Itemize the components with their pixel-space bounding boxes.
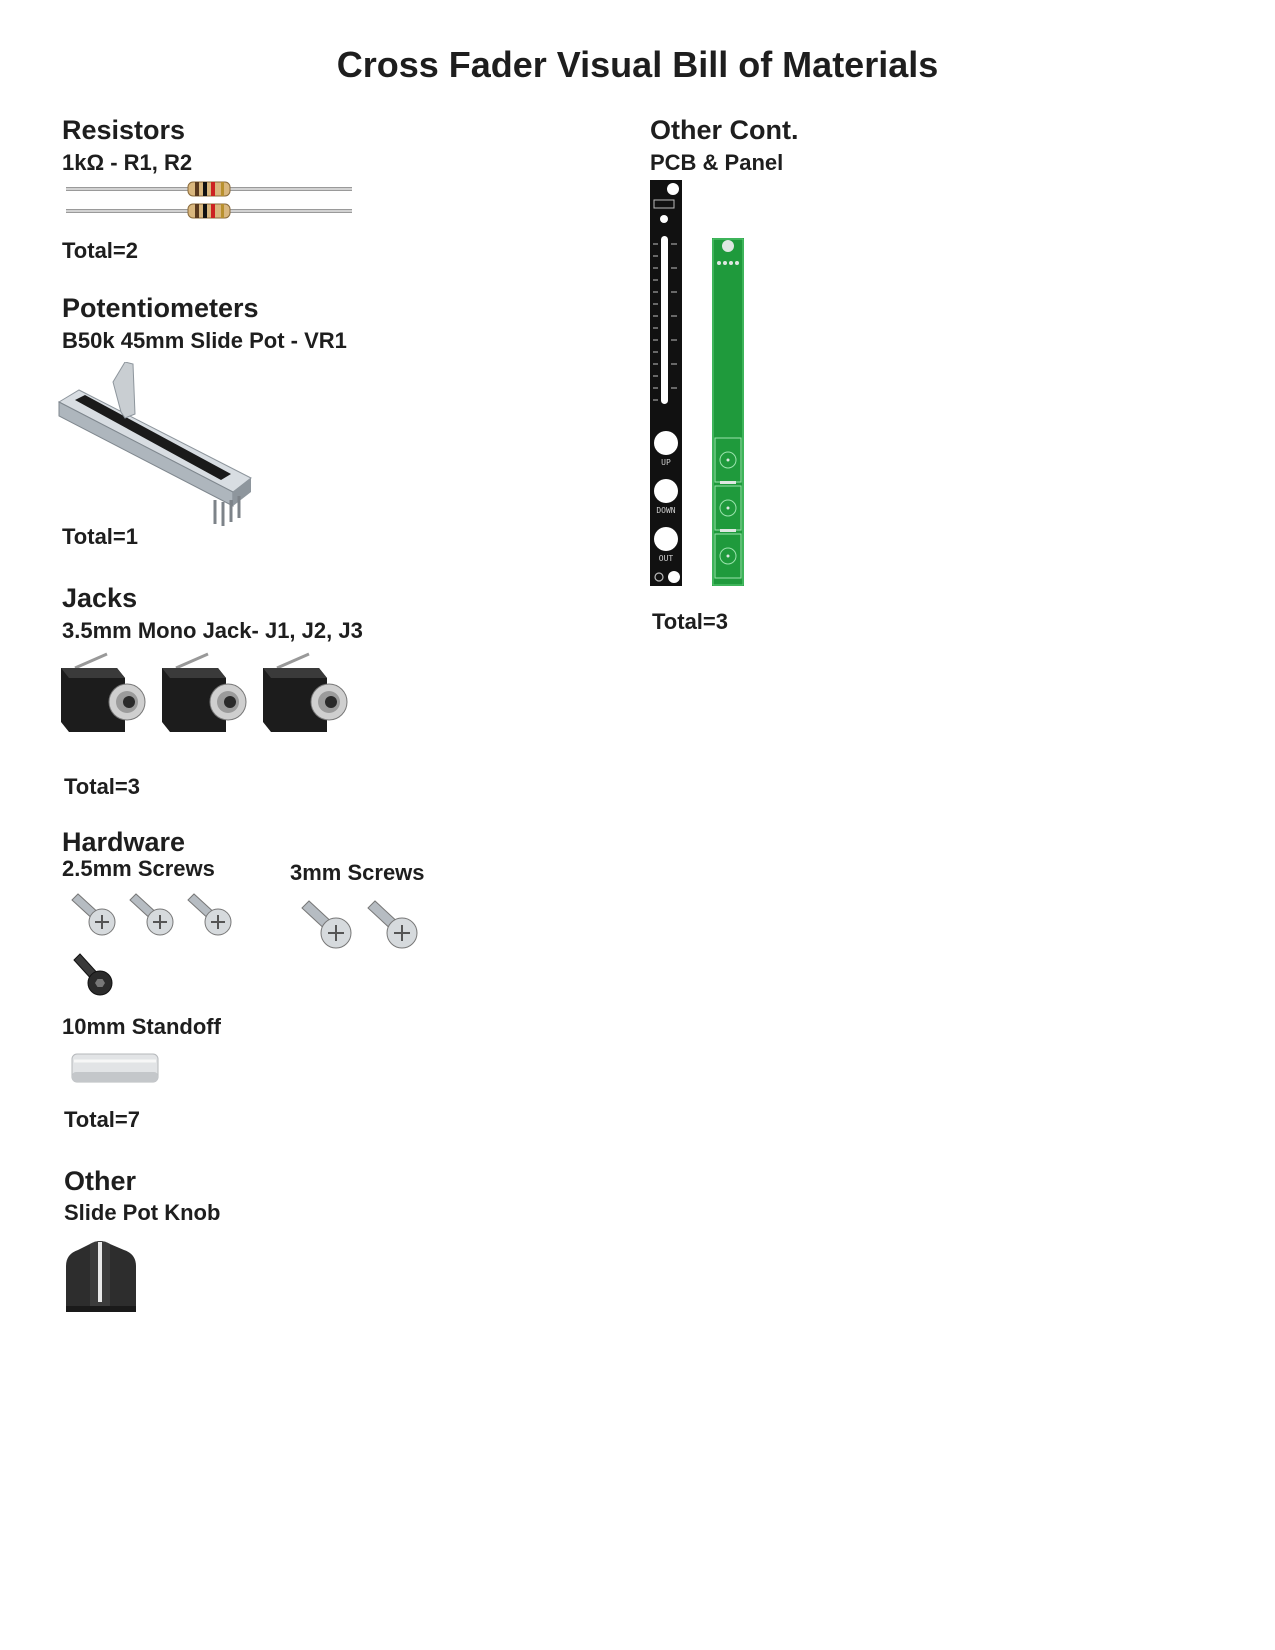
panel-label-out: OUT [658, 554, 674, 563]
hardware-standoff-label: 10mm Standoff [62, 1014, 221, 1039]
hardware-total: Total=7 [64, 1107, 141, 1132]
other-cont-heading: Other Cont. [650, 115, 799, 145]
resistor-1 [66, 182, 352, 196]
jacks-heading: Jacks [62, 583, 138, 613]
screw-small-3-image [184, 890, 234, 940]
pcb-image [712, 238, 744, 586]
resistors-total: Total=2 [62, 238, 139, 263]
panel-label-down: DOWN [656, 506, 676, 515]
hardware-heading: Hardware [62, 827, 186, 857]
screw-small-2-image [126, 890, 176, 940]
other-item: Slide Pot Knob [64, 1200, 221, 1225]
jacks-item: 3.5mm Mono Jack- J1, J2, J3 [62, 618, 363, 643]
slide-pot-knob-image [62, 1236, 140, 1316]
potentiometers-total: Total=1 [62, 524, 139, 549]
resistors-image [64, 178, 354, 220]
panel-label-up: UP [661, 458, 671, 467]
hardware-screws-small-label: 2.5mm Screws [62, 856, 215, 881]
page-title: Cross Fader Visual Bill of Materials [336, 44, 939, 85]
jack-3-image [257, 652, 349, 744]
front-panel-image [650, 180, 682, 586]
screw-large-2-image [364, 896, 420, 952]
potentiometers-item: B50k 45mm Slide Pot - VR1 [62, 328, 347, 353]
hex-screw-image [72, 952, 122, 1002]
resistors-item: 1kΩ - R1, R2 [62, 150, 193, 175]
standoff-image [68, 1046, 164, 1090]
hardware-screws-large-label: 3mm Screws [290, 860, 425, 885]
jack-1-image [55, 652, 147, 744]
other-cont-total: Total=3 [652, 609, 729, 634]
jack-2-image [156, 652, 248, 744]
resistor-2 [66, 204, 352, 218]
jacks-total: Total=3 [64, 774, 141, 799]
other-heading: Other [64, 1166, 137, 1196]
screw-small-1-image [68, 890, 118, 940]
potentiometers-heading: Potentiometers [62, 293, 259, 323]
slide-pot-image [55, 362, 260, 532]
screw-large-1-image [298, 896, 354, 952]
other-cont-item: PCB & Panel [650, 150, 784, 175]
resistors-heading: Resistors [62, 115, 186, 145]
